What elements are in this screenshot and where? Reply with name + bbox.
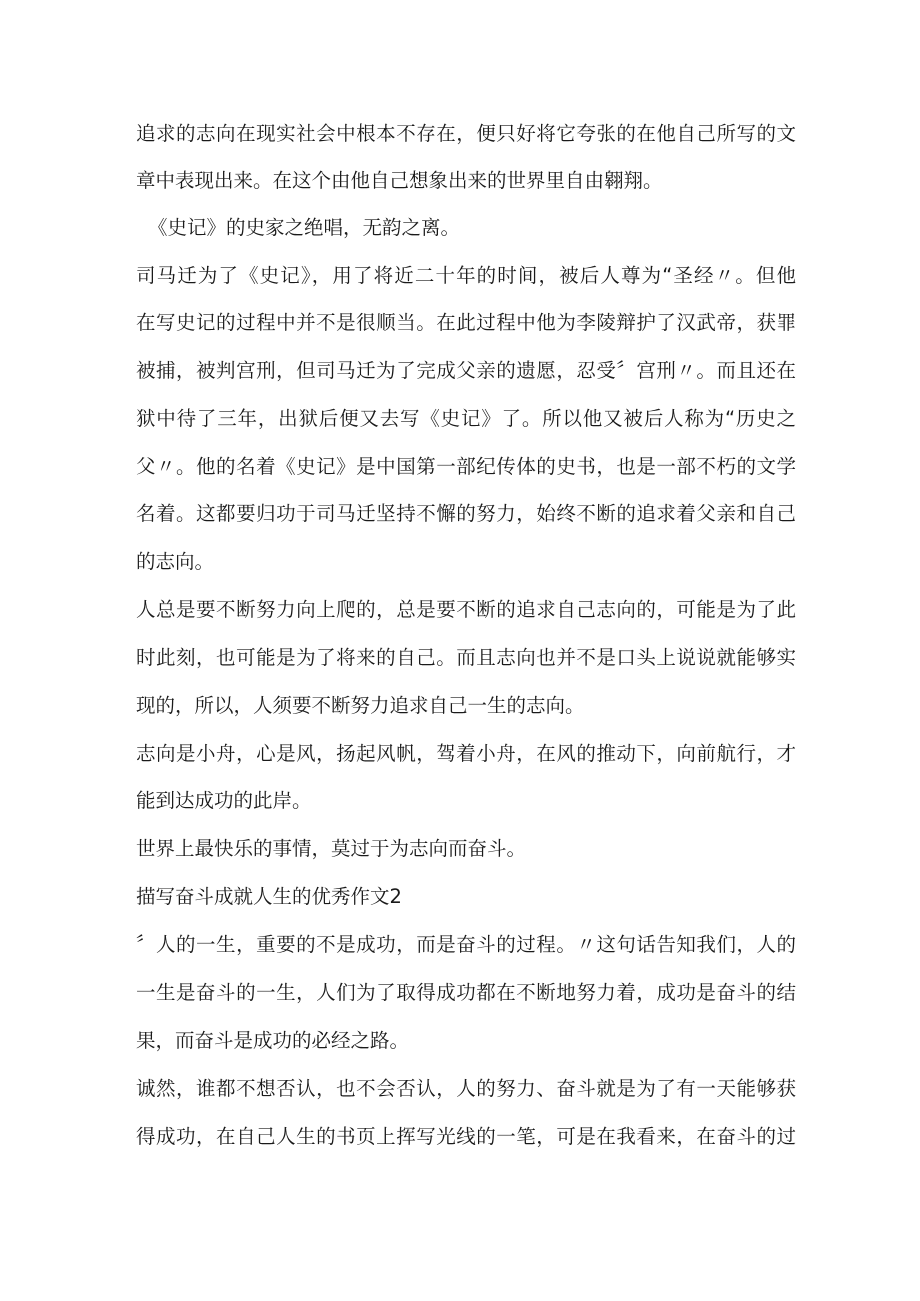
text-line: 得成功，在自己人生的书页上挥写光线的一笔，可是在我看来，在奋斗的过 [136, 1125, 796, 1148]
text-line: 追求的志向在现实社会中根本不存在，便只好将它夸张的在他自己所写的文 [136, 122, 796, 145]
text-line: 狱中待了三年，出狱后便又去写《史记》了。所以他又被后人称为“历史之 [136, 407, 796, 430]
text-line: 父〃。他的名着《史记》是中国第一部纪传体的史书，也是一部不朽的文学 [136, 455, 796, 478]
text-line: 名着。这都要归功于司马迁坚持不懈的努力，始终不断的追求着父亲和自己 [136, 502, 796, 525]
text-line: 的志向。 [136, 550, 215, 573]
text-line: 《史记》的史家之绝唱，无韵之离。 [148, 216, 461, 239]
essay-heading: 描写奋斗成就人生的优秀作文2 [136, 885, 402, 908]
text-line: 时此刻，也可能是为了将来的自己。而且志向也并不是口头上说说就能够实 [136, 646, 796, 669]
text-line: 人总是要不断努力向上爬的，总是要不断的追求自己志向的，可能是为了此 [136, 598, 796, 621]
text-line: 在写史记的过程中并不是很顺当。在此过程中他为李陵辩护了汉武帝，获罪 [136, 311, 796, 334]
text-line: 司马迁为了《史记》，用了将近二十年的时间，被后人尊为“圣经〃。但他 [136, 264, 796, 287]
text-line: 被捕，被判宫刑，但司马迁为了完成父亲的遗愿，忍受〞宫刑〃。而且还在 [136, 359, 796, 382]
text-line: 章中表现出来。在这个由他自己想象出来的世界里自由翱翔。 [136, 169, 663, 192]
text-line: 果，而奋斗是成功的必经之路。 [136, 1029, 410, 1052]
text-line: 能到达成功的此岸。 [136, 789, 312, 812]
text-line: 世界上最快乐的事情，莫过于为志向而奋斗。 [136, 837, 527, 860]
text-line: 志向是小舟，心是风，扬起风帆，驾着小舟，在风的推动下，向前航行，才 [136, 742, 796, 765]
text-line: 〞人的一生，重要的不是成功，而是奋斗的过程。〃这句话告知我们，人的 [136, 933, 796, 956]
text-line: 一生是奋斗的一生，人们为了取得成功都在不断地努力着，成功是奋斗的结 [136, 981, 796, 1004]
text-line: 现的，所以，人须要不断努力追求自己一生的志向。 [136, 694, 585, 717]
text-line: 诚然，谁都不想否认，也不会否认，人的努力、奋斗就是为了有一天能够获 [136, 1077, 796, 1100]
